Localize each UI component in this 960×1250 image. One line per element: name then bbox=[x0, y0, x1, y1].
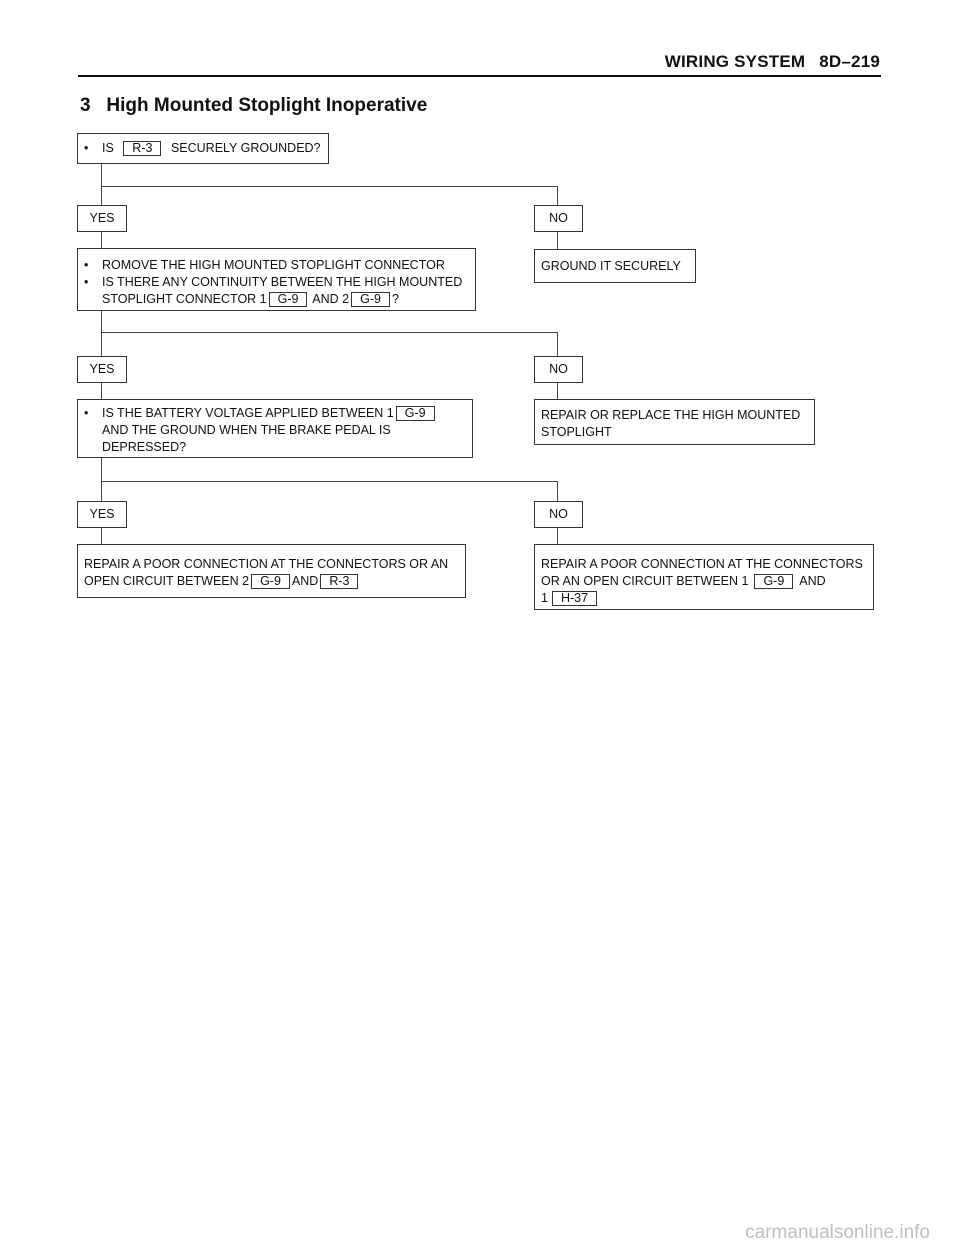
connector-ref: G-9 bbox=[754, 574, 793, 589]
step2-line2: IS THERE ANY CONTINUITY BETWEEN THE HIGH MOUNTED bbox=[102, 275, 463, 289]
result-no-line1: REPAIR A POOR CONNECTION AT THE CONNECTORS bbox=[541, 557, 863, 571]
connector-ref: G-9 bbox=[396, 406, 435, 421]
section-title: WIRING SYSTEM bbox=[664, 52, 806, 71]
result-no-line2-b: AND bbox=[799, 574, 826, 588]
step2-line3-c: ? bbox=[391, 292, 399, 306]
watermark: carmanualsonline.info bbox=[745, 1222, 930, 1243]
result-yes-box bbox=[77, 544, 466, 598]
connector-line bbox=[101, 186, 558, 187]
step3-no-box: NO bbox=[534, 501, 583, 528]
step2-no-action-line1: REPAIR OR REPLACE THE HIGH MOUNTED bbox=[541, 408, 801, 422]
step2-line3-b: AND 2 bbox=[312, 292, 350, 306]
step1-question-post: SECURELY GROUNDED? bbox=[170, 141, 321, 155]
connector-line bbox=[557, 526, 558, 544]
step2-line3-a: STOPLIGHT CONNECTOR 1 bbox=[102, 292, 267, 306]
connector-line bbox=[557, 231, 558, 249]
step1-no-action: GROUND IT SECURELY bbox=[541, 259, 681, 273]
step3-yes-box: YES bbox=[77, 501, 127, 528]
step2-yes-box: YES bbox=[77, 356, 127, 383]
connector-line bbox=[101, 382, 102, 399]
bullet: • bbox=[84, 258, 89, 272]
step3-line1: IS THE BATTERY VOLTAGE APPLIED BETWEEN 1 bbox=[102, 406, 394, 420]
result-no-box bbox=[534, 544, 874, 610]
step2-no-action-line2: STOPLIGHT bbox=[541, 425, 612, 439]
step2-no-box: NO bbox=[534, 356, 583, 383]
connector-ref: R-3 bbox=[123, 141, 161, 156]
step3-question-box bbox=[77, 399, 473, 458]
result-yes-line1: REPAIR A POOR CONNECTION AT THE CONNECTORS OR AN bbox=[84, 557, 449, 571]
page-number: 8D–219 bbox=[819, 52, 880, 71]
connector-ref: G-9 bbox=[269, 292, 308, 307]
connector-line bbox=[101, 481, 558, 482]
step1-yes-box: YES bbox=[77, 205, 127, 232]
connector-line bbox=[557, 332, 558, 356]
connector-line bbox=[101, 163, 102, 205]
bullet: • bbox=[84, 406, 89, 420]
connector-line bbox=[557, 186, 558, 205]
connector-line bbox=[101, 457, 102, 501]
connector-line bbox=[101, 231, 102, 248]
step1-question-box bbox=[77, 133, 329, 164]
page-title: 3 High Mounted Stoplight Inoperative bbox=[80, 95, 428, 116]
page-header bbox=[665, 52, 880, 72]
step1-no-box: NO bbox=[534, 205, 583, 232]
connector-ref: G-9 bbox=[251, 574, 290, 589]
result-yes-line2-a: OPEN CIRCUIT BETWEEN 2 bbox=[84, 574, 250, 588]
result-no-line2-a: OR AN OPEN CIRCUIT BETWEEN 1 bbox=[541, 574, 749, 588]
connector-line bbox=[557, 481, 558, 501]
step2-no-action-box bbox=[534, 399, 815, 445]
connector-line bbox=[101, 311, 102, 356]
bullet: • bbox=[84, 275, 89, 289]
connector-line bbox=[101, 526, 102, 544]
connector-line bbox=[101, 332, 558, 333]
step1-question-pre: IS bbox=[102, 141, 114, 155]
connector-line bbox=[557, 382, 558, 399]
step3-line3: DEPRESSED? bbox=[102, 440, 187, 454]
connector-ref: H-37 bbox=[552, 591, 597, 606]
result-no-line3-a: 1 bbox=[541, 591, 548, 605]
connector-ref: R-3 bbox=[320, 574, 358, 589]
step3-line2: AND THE GROUND WHEN THE BRAKE PEDAL IS bbox=[102, 423, 391, 437]
header-rule bbox=[78, 75, 881, 77]
result-yes-line2-b: AND bbox=[291, 574, 319, 588]
step1-no-action-box bbox=[534, 249, 696, 283]
step2-line1: ROMOVE THE HIGH MOUNTED STOPLIGHT CONNECTOR bbox=[102, 258, 445, 272]
step2-question-box bbox=[77, 248, 476, 311]
bullet: • bbox=[84, 141, 89, 155]
connector-ref: G-9 bbox=[351, 292, 390, 307]
